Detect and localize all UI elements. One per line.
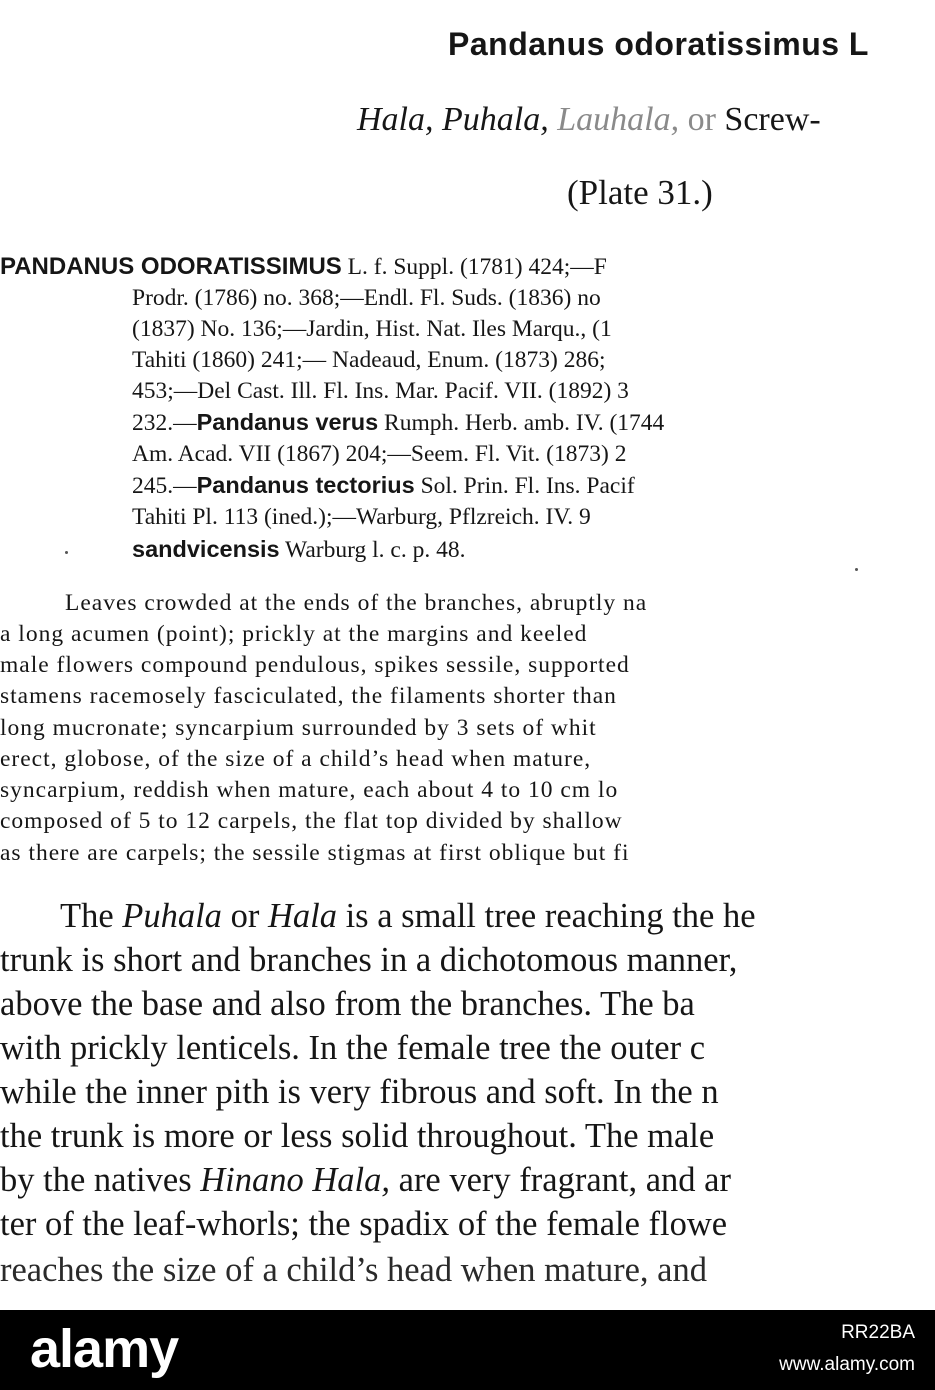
body-line-7	[0, 1161, 731, 1200]
synonym-pandanus-tectorius: Pandanus tectorius	[196, 472, 415, 498]
description-line-8: composed of 5 to 12 carpels, the flat top divided by shallow	[0, 808, 623, 834]
description-line-1: Leaves crowded at the ends of the branches, abruptly na	[65, 590, 648, 616]
common-name-lauhala: Lauhala,	[557, 101, 680, 138]
common-name-screw-pine: Screw-	[724, 101, 821, 138]
common-name-puhala: Puhala,	[442, 101, 549, 138]
synonymy-line-4: Tahiti (1860) 241;— Nadeaud, Enum. (1873) 286;	[132, 347, 606, 373]
body-line-4: with prickly lenticels. In the female tree the outer c	[0, 1029, 706, 1067]
running-head: Pandanus odoratissimus L	[448, 26, 869, 62]
synonymy-line-9: Tahiti Pl. 113 (ined.);—Warburg, Pflzreich. IV. 9	[132, 504, 591, 530]
synonymy-line-10	[132, 536, 465, 564]
synonymy-line-7: Am. Acad. VII (1867) 204;—Seem. Fl. Vit. (1873) 2	[132, 441, 627, 467]
synonymy-line-8-prefix: 245.—	[132, 473, 197, 499]
synonymy-line-3: (1837) No. 136;—Jardin, Hist. Nat. Iles Marqu., (1	[132, 316, 612, 342]
body-line-2: trunk is short and branches in a dichotomous manner,	[0, 941, 738, 979]
synonymy-line-5: 453;—Del Cast. Ill. Fl. Ins. Mar. Pacif. VII. (1892) 3	[132, 378, 629, 404]
body-line-8: ter of the leaf-whorls; the spadix of the female flowe	[0, 1205, 728, 1243]
watermark-footer-bar	[0, 1310, 935, 1390]
body-line-9-cut: reaches the size of a child’s head when mature, and	[0, 1251, 707, 1289]
image-id: RR22BA	[841, 1322, 915, 1343]
description-line-2: a long acumen (point); prickly at the margins and keeled	[0, 621, 588, 647]
body-line-1-c: is a small tree reaching the he	[336, 897, 756, 935]
site-url: www.alamy.com	[779, 1354, 915, 1375]
description-line-7: syncarpium, reddish when mature, each about 4 to 10 cm lo	[0, 777, 619, 803]
common-names-line	[357, 101, 821, 139]
body-hala: Hala	[267, 897, 337, 935]
synonymy-line-1-text: L. f. Suppl. (1781) 424;—F	[341, 254, 607, 280]
common-name-hala: Hala,	[357, 101, 434, 138]
description-line-5: long mucronate; syncarpium surrounded by 3 sets of whit	[0, 715, 597, 741]
body-puhala: Puhala	[122, 897, 222, 935]
body-line-7-b: are very fragrant, and ar	[390, 1161, 731, 1199]
synonymy-line-8-text: Sol. Prin. Fl. Ins. Pacif	[414, 473, 635, 499]
scan-speck	[65, 551, 68, 554]
body-line-7-a: by the natives	[0, 1161, 201, 1199]
body-line-1-b: or	[221, 897, 268, 935]
plate-reference: (Plate 31.)	[567, 173, 713, 212]
body-line-1-a: The	[60, 897, 123, 935]
species-name-heading: PANDANUS ODORATISSIMUS	[0, 253, 342, 280]
synonymy-line-2: Prodr. (1786) no. 368;—Endl. Fl. Suds. (1836) no	[132, 285, 601, 311]
synonym-pandanus-verus: Pandanus verus	[196, 409, 379, 435]
synonymy-line-1	[0, 253, 607, 281]
description-line-6: erect, globose, of the size of a child’s head when mature,	[0, 746, 592, 772]
synonymy-line-8	[132, 472, 635, 500]
alamy-logo: alamy	[30, 1319, 179, 1379]
common-names-joiner: or	[687, 101, 716, 138]
synonymy-line-6-text: Rumph. Herb. amb. IV. (1744	[378, 410, 665, 436]
body-line-3: above the base and also from the branches. The ba	[0, 985, 695, 1023]
body-line-1	[60, 897, 756, 936]
body-line-6: the trunk is more or less solid throughout. The male	[0, 1117, 715, 1155]
synonym-sandvicensis: sandvicensis	[132, 536, 280, 562]
synonymy-line-6-prefix: 232.—	[132, 410, 197, 436]
description-line-9: as there are carpels; the sessile stigmas at first oblique but fi	[0, 840, 630, 866]
body-hinano-hala: Hinano Hala,	[200, 1161, 390, 1199]
body-line-5: while the inner pith is very fibrous and soft. In the n	[0, 1073, 719, 1111]
scan-speck	[855, 568, 858, 571]
synonymy-line-10-text: Warburg l. c. p. 48.	[279, 537, 466, 563]
description-line-3: male flowers compound pendulous, spikes sessile, supported	[0, 652, 630, 678]
description-line-4: stamens racemosely fasciculated, the filaments shorter than	[0, 683, 617, 709]
synonymy-line-6	[132, 409, 664, 437]
